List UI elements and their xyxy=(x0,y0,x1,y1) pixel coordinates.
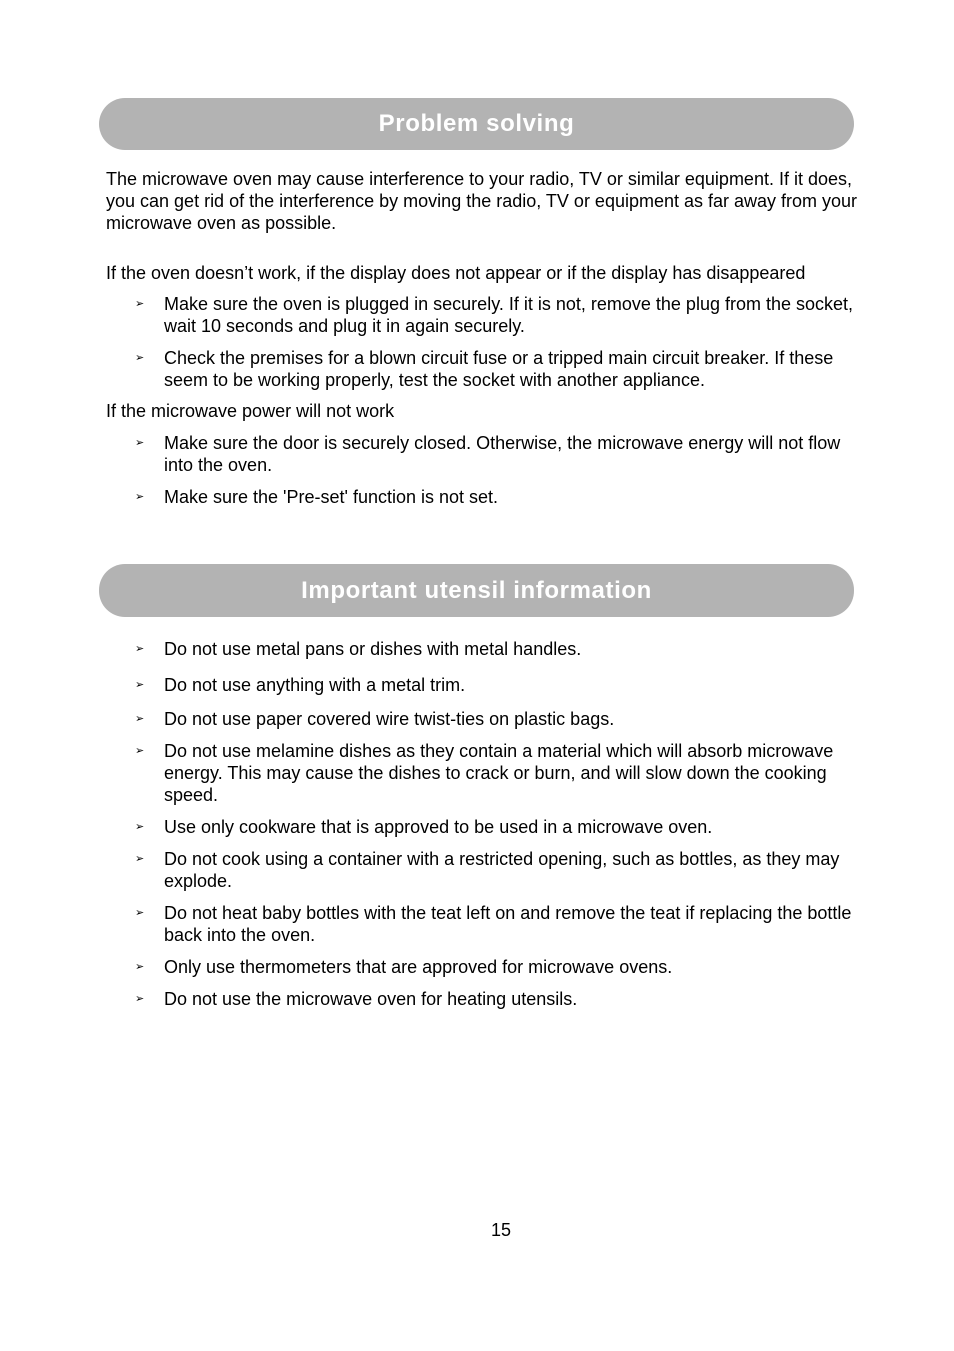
list-item xyxy=(106,674,866,696)
list-item xyxy=(106,347,866,391)
list-item-text: Make sure the 'Pre-set' function is not set. xyxy=(164,487,499,507)
arrow-bullet-icon: ➢ xyxy=(135,298,145,310)
list-item xyxy=(106,848,866,892)
arrow-bullet-icon: ➢ xyxy=(135,491,145,503)
arrow-bullet-icon: ➢ xyxy=(135,713,145,725)
list-item xyxy=(106,902,866,946)
utensil-list xyxy=(106,638,866,1020)
list-item xyxy=(106,816,866,838)
arrow-bullet-icon: ➢ xyxy=(135,907,145,919)
power-problem-list xyxy=(106,432,866,518)
arrow-bullet-icon: ➢ xyxy=(135,821,145,833)
list-item-text: Make sure the oven is plugged in securely. If it is not, remove the plug from the socket, wait 10 seconds and plug it in again securely. xyxy=(164,294,854,336)
list-item xyxy=(106,638,866,660)
display-problem-heading: If the oven doesn’t work, if the display does not appear or if the display has disappeared xyxy=(106,263,806,283)
arrow-bullet-icon: ➢ xyxy=(135,643,145,655)
list-item-text: Do not use the microwave oven for heating utensils. xyxy=(164,989,578,1009)
list-item xyxy=(106,988,866,1010)
list-item-text: Do not use melamine dishes as they contain a material which will absorb microwave energy. This may cause the dishes to crack or burn, and will slow down the cooking speed. xyxy=(164,741,834,805)
list-item-text: Do not heat baby bottles with the teat left on and remove the teat if replacing the bottle back into the oven. xyxy=(164,903,852,945)
arrow-bullet-icon: ➢ xyxy=(135,853,145,865)
arrow-bullet-icon: ➢ xyxy=(135,961,145,973)
arrow-bullet-icon: ➢ xyxy=(135,352,145,364)
list-item-text: Use only cookware that is approved to be used in a microwave oven. xyxy=(164,817,713,837)
list-item-text: Do not use anything with a metal trim. xyxy=(164,675,466,695)
list-item xyxy=(106,956,866,978)
utensil-information-heading: Important utensil information xyxy=(99,564,854,617)
list-item-text: Do not cook using a container with a restricted opening, such as bottles, as they may explode. xyxy=(164,849,840,891)
list-item xyxy=(106,486,866,508)
arrow-bullet-icon: ➢ xyxy=(135,437,145,449)
interference-paragraph: The microwave oven may cause interference to your radio, TV or similar equipment. If it does, you can get rid of the interference by moving the radio, TV or equipment as far away from your microwave oven as possible. xyxy=(106,169,858,233)
arrow-bullet-icon: ➢ xyxy=(135,993,145,1005)
list-item xyxy=(106,708,866,730)
power-problem-heading: If the microwave power will not work xyxy=(106,401,395,421)
list-item xyxy=(106,293,866,337)
list-item xyxy=(106,432,866,476)
list-item-text: Check the premises for a blown circuit fuse or a tripped main circuit breaker. If these seem to be working properly, test the socket with another appliance. xyxy=(164,348,834,390)
list-item-text: Do not use metal pans or dishes with metal handles. xyxy=(164,639,582,659)
page-number: 15 xyxy=(490,1220,512,1240)
list-item-text: Make sure the door is securely closed. Otherwise, the microwave energy will not flow into the oven. xyxy=(164,433,841,475)
problem-solving-heading: Problem solving xyxy=(99,98,854,150)
display-problem-list xyxy=(106,293,866,401)
list-item xyxy=(106,740,866,806)
list-item-text: Do not use paper covered wire twist-ties on plastic bags. xyxy=(164,709,615,729)
arrow-bullet-icon: ➢ xyxy=(135,745,145,757)
list-item-text: Only use thermometers that are approved for microwave ovens. xyxy=(164,957,673,977)
arrow-bullet-icon: ➢ xyxy=(135,679,145,691)
